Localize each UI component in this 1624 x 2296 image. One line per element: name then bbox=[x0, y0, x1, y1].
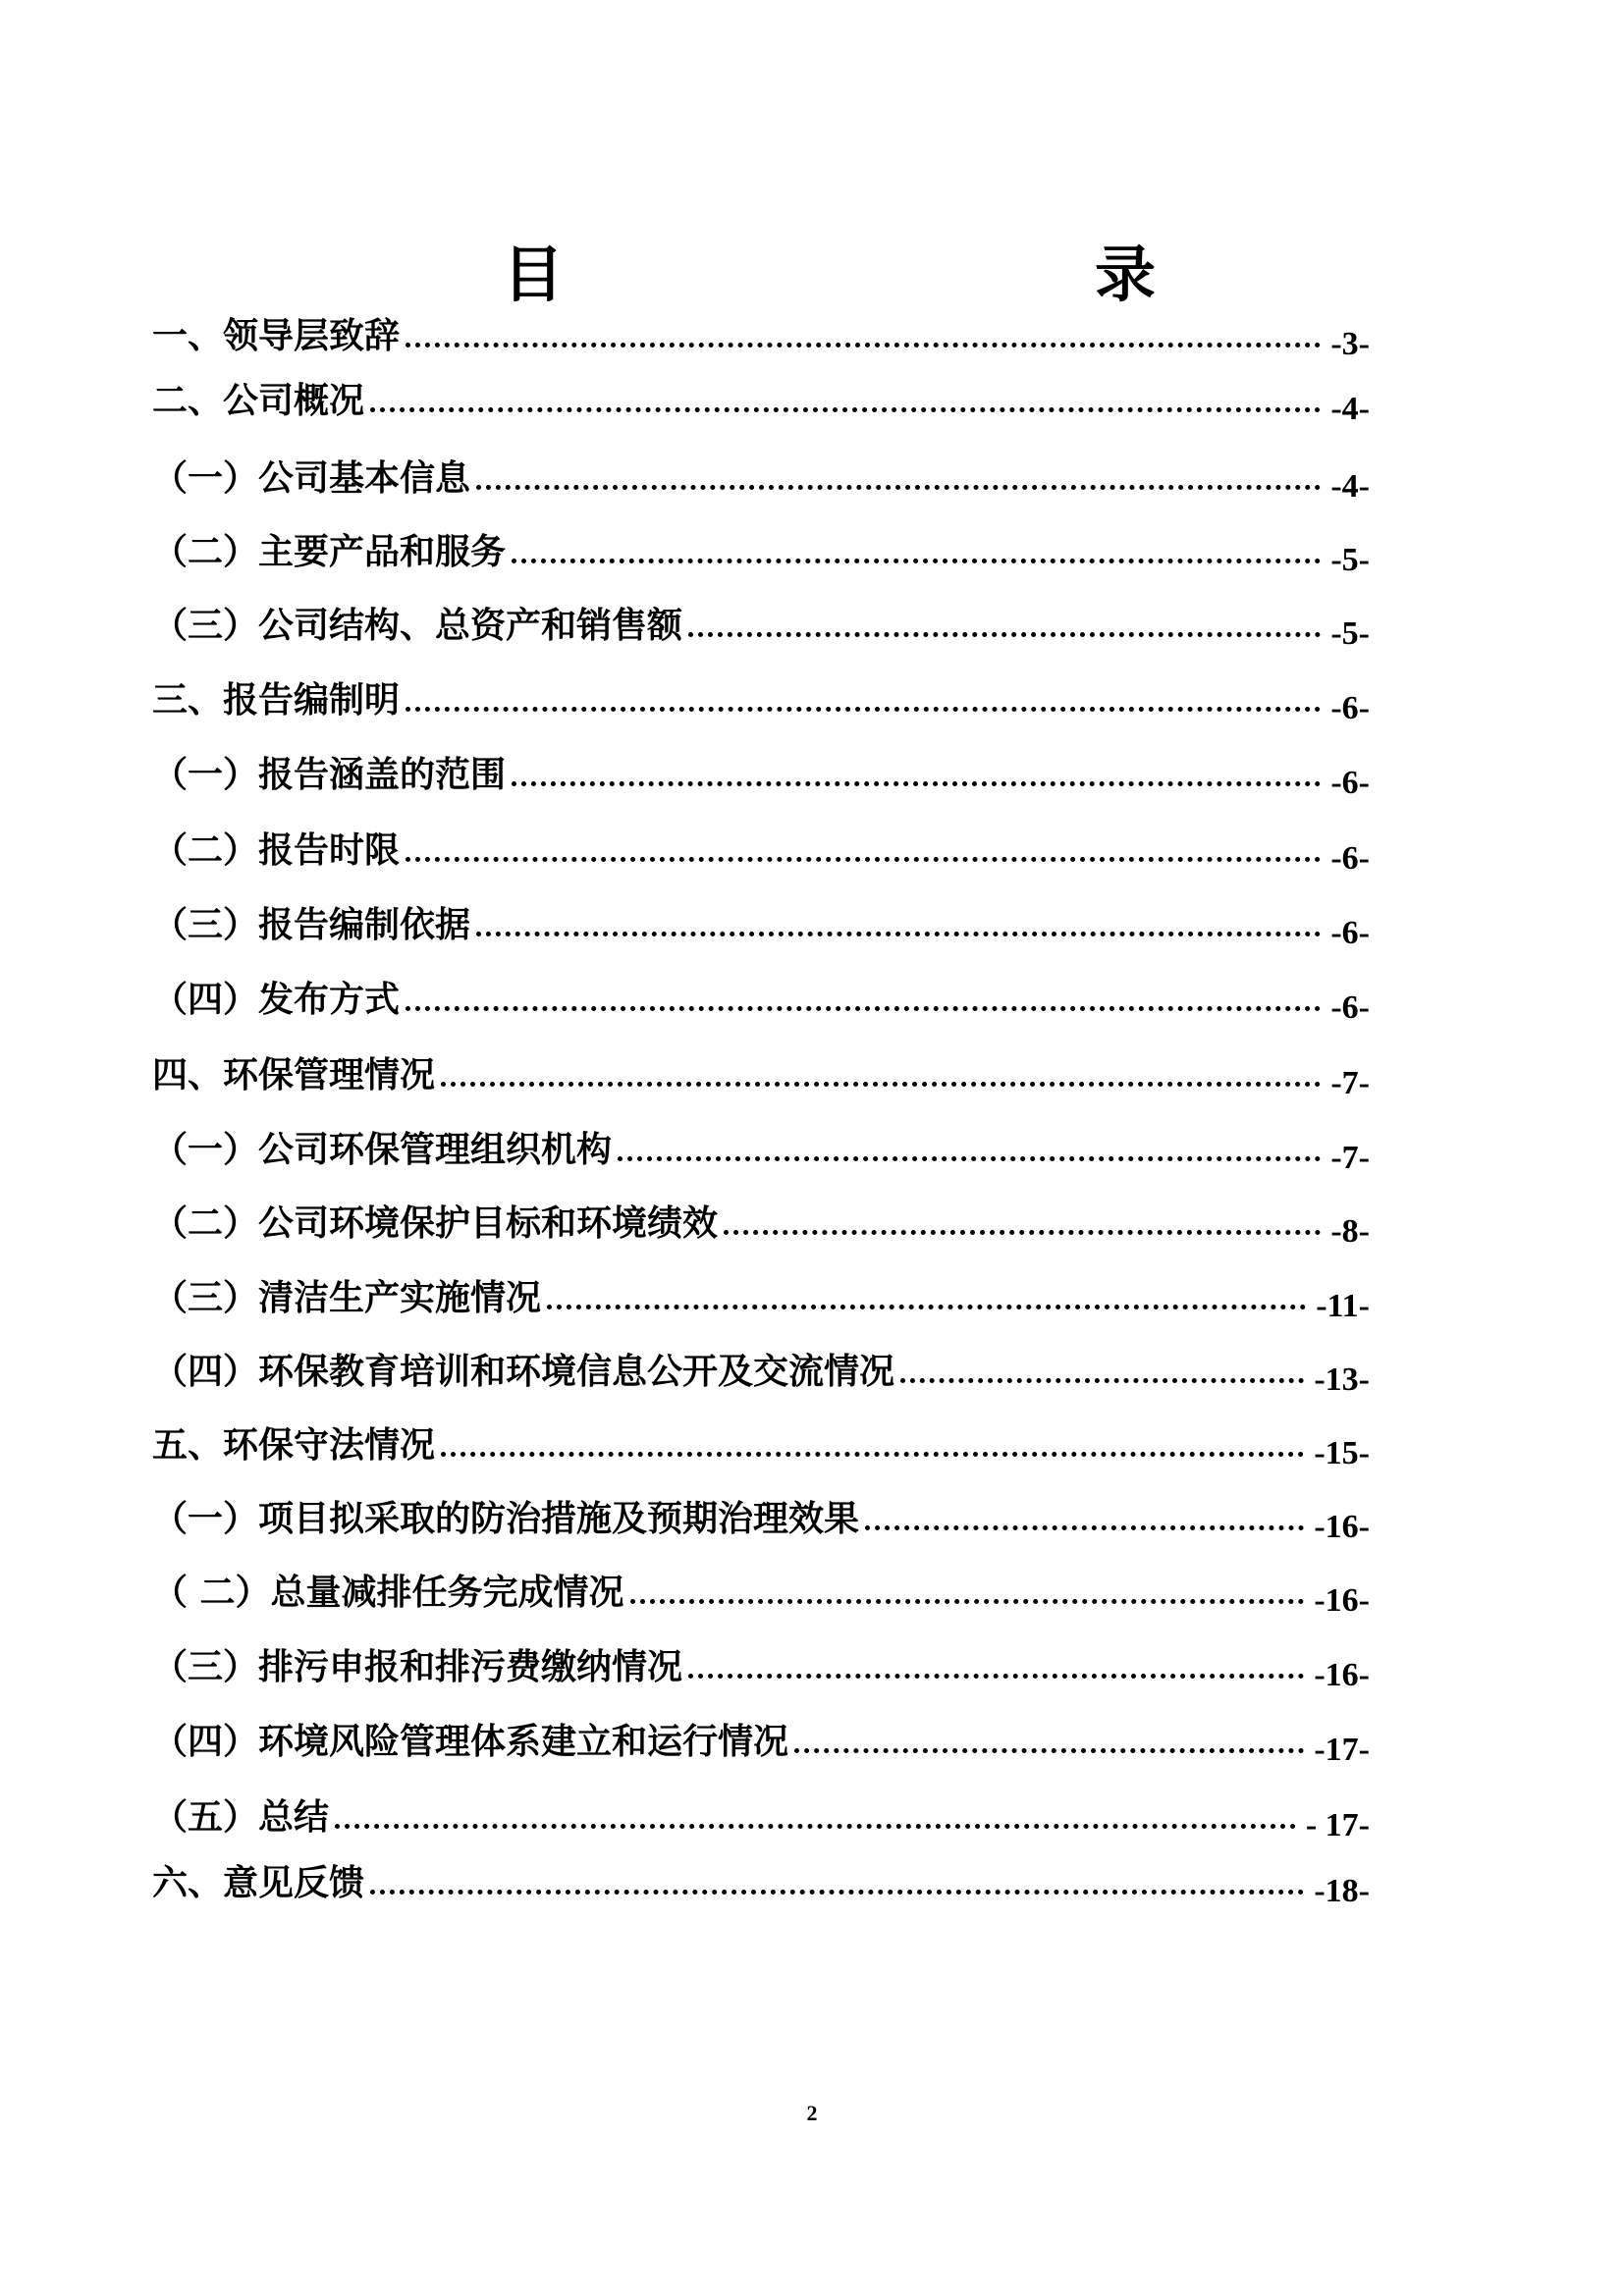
toc-entry-label: （一）报告涵盖的范围 bbox=[152, 755, 507, 795]
toc-entry-label: （一）公司基本信息 bbox=[152, 458, 471, 499]
toc-entry-label: 三、报告编制明 bbox=[152, 680, 401, 721]
toc-entry-page: -11- bbox=[1316, 1288, 1370, 1324]
toc-entry-structure-assets-sales[interactable] bbox=[152, 602, 1370, 651]
toc-entry-label: （三）排污申报和排污费缴纳情况 bbox=[152, 1647, 683, 1687]
toc-entry-label: （五）总结 bbox=[152, 1797, 330, 1838]
toc-entry-label: （二）报告时限 bbox=[152, 830, 401, 871]
toc-title bbox=[0, 236, 1624, 314]
dot-leader bbox=[476, 485, 1321, 490]
toc-entry-label: （二）公司环境保护目标和环境绩效 bbox=[152, 1203, 719, 1244]
dot-leader bbox=[865, 1525, 1304, 1530]
toc-entry-env-education[interactable] bbox=[152, 1348, 1370, 1397]
dot-leader bbox=[406, 1006, 1321, 1011]
toc-entry-page: -16- bbox=[1314, 1657, 1370, 1693]
toc-entry-page: -6- bbox=[1330, 690, 1370, 726]
toc-entry-label: 五、环保守法情况 bbox=[152, 1425, 436, 1466]
toc-entry-products-services[interactable] bbox=[152, 528, 1370, 577]
toc-entry-label: （三）公司结构、总资产和销售额 bbox=[152, 606, 683, 646]
toc-entry-basic-info[interactable] bbox=[152, 454, 1370, 504]
toc-entry-page: -6- bbox=[1330, 840, 1370, 877]
dot-leader bbox=[688, 1674, 1304, 1679]
toc-entry-label: （二）主要产品和服务 bbox=[152, 532, 507, 572]
toc-entry-label: （四）环保教育培训和环境信息公开及交流情况 bbox=[152, 1352, 895, 1392]
toc-entry-page: -7- bbox=[1330, 1065, 1370, 1101]
toc-entry-label: （四）发布方式 bbox=[152, 980, 401, 1020]
toc-entry-label: （ 二）总量减排任务完成情况 bbox=[152, 1573, 624, 1613]
toc-entry-report-basis[interactable] bbox=[152, 901, 1370, 950]
dot-leader bbox=[512, 559, 1321, 563]
toc-entry-page: -6- bbox=[1330, 915, 1370, 951]
toc-entry-feedback[interactable] bbox=[152, 1859, 1370, 1908]
page-number: 2 bbox=[806, 2101, 818, 2125]
dot-leader bbox=[335, 1824, 1296, 1829]
toc-entry-report-scope[interactable] bbox=[152, 751, 1370, 800]
dot-leader bbox=[406, 707, 1321, 712]
dot-leader bbox=[441, 1452, 1304, 1457]
toc-entry-page: -3- bbox=[1330, 326, 1370, 362]
toc-entry-label: （一）公司环保管理组织机构 bbox=[152, 1130, 613, 1170]
toc-entry-page: -4- bbox=[1330, 468, 1370, 505]
toc-entry-clean-production[interactable] bbox=[152, 1274, 1370, 1323]
toc-entry-risk-management[interactable] bbox=[152, 1718, 1370, 1767]
toc-entry-pollution-fees[interactable] bbox=[152, 1643, 1370, 1692]
toc-entry-label: （三）报告编制依据 bbox=[152, 905, 471, 945]
toc-entry-env-compliance[interactable] bbox=[152, 1421, 1370, 1470]
dot-leader bbox=[688, 632, 1321, 637]
toc-entry-label: （三）清洁生产实施情况 bbox=[152, 1278, 542, 1318]
dot-leader bbox=[724, 1230, 1321, 1235]
toc-entry-page: -7- bbox=[1330, 1140, 1370, 1176]
toc-entry-page: -4- bbox=[1330, 391, 1370, 427]
dot-leader bbox=[900, 1378, 1304, 1383]
toc-entry-report-period[interactable] bbox=[152, 827, 1370, 876]
toc-entry-page: -6- bbox=[1330, 989, 1370, 1026]
dot-leader bbox=[630, 1599, 1305, 1604]
toc-entry-label: 四、环保管理情况 bbox=[152, 1055, 436, 1095]
dot-leader bbox=[476, 932, 1321, 936]
toc-entry-label: 一、领导层致辞 bbox=[152, 316, 401, 356]
toc-title-char-2: 录 bbox=[1095, 239, 1157, 310]
dot-leader bbox=[441, 1082, 1321, 1087]
dot-leader bbox=[370, 1890, 1304, 1895]
toc-entry-page: -5- bbox=[1330, 542, 1370, 578]
toc-entry-page: -5- bbox=[1330, 615, 1370, 652]
dot-leader bbox=[406, 857, 1321, 862]
toc-entry-company-overview[interactable] bbox=[152, 377, 1370, 426]
toc-entry-page: -17- bbox=[1314, 1732, 1370, 1768]
dot-leader bbox=[794, 1748, 1304, 1753]
toc-title-char-1: 目 bbox=[503, 239, 565, 310]
toc-entry-page: - 17- bbox=[1305, 1807, 1370, 1843]
toc-entry-report-notes[interactable] bbox=[152, 676, 1370, 725]
toc-entry-label: （四）环境风险管理体系建立和运行情况 bbox=[152, 1722, 789, 1762]
toc-entry-label: 六、意见反馈 bbox=[152, 1863, 365, 1903]
toc-entry-prevention-measures[interactable] bbox=[152, 1495, 1370, 1544]
toc-entry-env-management[interactable] bbox=[152, 1051, 1370, 1100]
toc-entry-emission-reduction[interactable] bbox=[152, 1569, 1370, 1618]
toc-entry-page: -8- bbox=[1330, 1213, 1370, 1250]
toc-entry-label: 二、公司概况 bbox=[152, 381, 365, 421]
toc-entry-page: -18- bbox=[1314, 1873, 1370, 1909]
dot-leader bbox=[618, 1156, 1321, 1161]
dot-leader bbox=[512, 781, 1321, 786]
toc-entry-env-organization[interactable] bbox=[152, 1126, 1370, 1175]
toc-entry-label: （一）项目拟采取的防治措施及预期治理效果 bbox=[152, 1499, 860, 1539]
toc-entry-page: -16- bbox=[1314, 1509, 1370, 1545]
toc-entry-env-goals-performance[interactable] bbox=[152, 1200, 1370, 1249]
dot-leader bbox=[370, 407, 1321, 412]
dot-leader bbox=[406, 343, 1321, 347]
toc-entry-page: -15- bbox=[1314, 1435, 1370, 1471]
toc-entry-page: -13- bbox=[1314, 1362, 1370, 1398]
toc-entry-publication-method[interactable] bbox=[152, 976, 1370, 1025]
toc-entry-leadership-message[interactable] bbox=[152, 312, 1370, 361]
toc-entry-summary[interactable] bbox=[152, 1793, 1370, 1842]
toc-entry-page: -6- bbox=[1330, 765, 1370, 801]
toc-entry-page: -16- bbox=[1314, 1582, 1370, 1619]
dot-leader bbox=[547, 1305, 1306, 1309]
